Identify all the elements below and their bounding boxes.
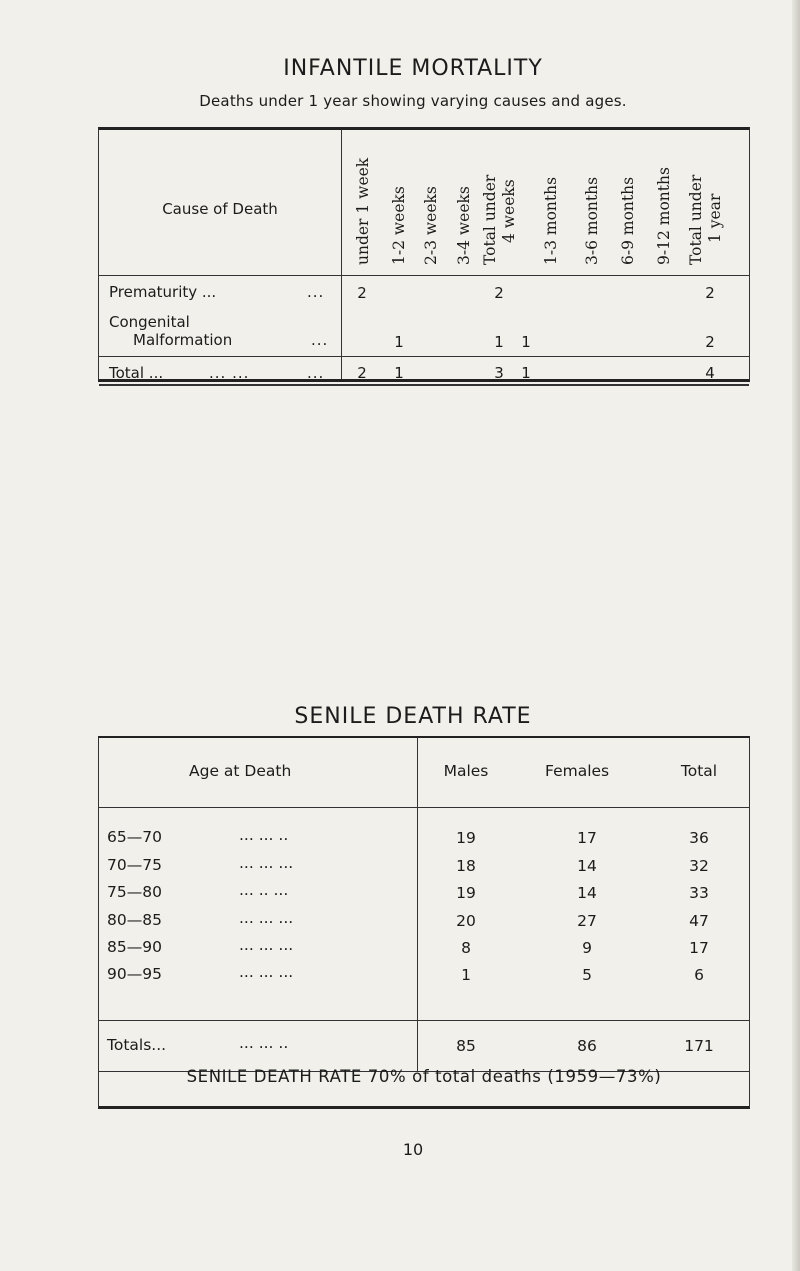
row-prematurity-label: Prematurity ... — [109, 283, 217, 301]
males-value: 1 — [461, 966, 471, 984]
males-value: 19 — [456, 829, 476, 847]
total-value: 47 — [689, 912, 709, 930]
prematurity-total-1-year: 2 — [705, 284, 715, 302]
totals-label: Totals... — [107, 1036, 167, 1054]
col-total-under-1-year — [687, 125, 725, 265]
total-total-4-weeks: 3 — [494, 364, 504, 382]
column-divider — [341, 130, 342, 379]
col-6-9-months: 6-9 months — [619, 176, 637, 265]
congenital-total-1-year: 2 — [705, 333, 715, 351]
females-value: 17 — [577, 829, 597, 847]
age-range: 80—85 — [107, 911, 162, 929]
totals-males: 85 — [456, 1037, 476, 1055]
infantile-title: INFANTILE MORTALITY — [283, 56, 543, 81]
total-under-1-week: 2 — [357, 364, 367, 382]
row-congenital-dots: ... — [311, 331, 329, 349]
row-dots: ... ... ... — [239, 936, 294, 954]
row-congenital-label-2: Malformation — [133, 331, 233, 349]
prematurity-under-1-week: 2 — [357, 284, 367, 302]
col-total-1y-line1: Total under — [687, 174, 705, 265]
age-range: 90—95 — [107, 965, 162, 983]
row-congenital-label-1: Congenital — [109, 313, 190, 331]
counts-header-underline — [417, 807, 749, 808]
total-header: Total — [680, 762, 718, 780]
infantile-mortality-table — [98, 127, 750, 382]
row-dots: ... ... ... — [239, 909, 294, 927]
age-range: 65—70 — [107, 828, 162, 846]
col-3-6-months: 3-6 months — [583, 176, 601, 265]
males-value: 20 — [456, 912, 476, 930]
total-value: 36 — [689, 829, 709, 847]
col-under-1-week: under 1 week — [354, 157, 372, 265]
total-1-3-months: 1 — [521, 364, 531, 382]
prematurity-total-4-weeks: 2 — [494, 284, 504, 302]
congenital-total-4-weeks: 1 — [494, 333, 504, 351]
col-total-4w-line2: 4 weeks — [500, 179, 518, 243]
total-value: 6 — [694, 966, 704, 984]
males-value: 19 — [456, 884, 476, 902]
females-header: Females — [545, 762, 610, 780]
total-row-dots-2: ... — [307, 364, 325, 382]
males-value: 8 — [461, 939, 471, 957]
col-1-2-weeks: 1-2 weeks — [390, 186, 408, 265]
senile-death-rate-table — [98, 736, 750, 1109]
age-header-underline — [99, 807, 417, 808]
age-column-divider — [417, 738, 418, 1071]
header-divider — [99, 275, 749, 276]
col-total-under-4-weeks — [481, 125, 519, 265]
males-value: 18 — [456, 857, 476, 875]
col-total-4w-line1: Total under — [481, 174, 499, 265]
row-dots: ... ... ... — [239, 963, 294, 981]
col-3-4-weeks: 3-4 weeks — [455, 186, 473, 265]
infantile-subtitle: Deaths under 1 year showing varying causes and ages. — [199, 92, 627, 110]
col-2-3-weeks: 2-3 weeks — [422, 186, 440, 265]
row-dots: ... .. ... — [239, 881, 289, 899]
totals-total: 171 — [684, 1037, 714, 1055]
total-row-label: Total ... — [109, 364, 164, 382]
total-value: 32 — [689, 857, 709, 875]
males-header: Males — [443, 762, 489, 780]
females-value: 14 — [577, 857, 597, 875]
total-1-2-weeks: 1 — [394, 364, 404, 382]
females-value: 9 — [582, 939, 592, 957]
totals-females: 86 — [577, 1037, 597, 1055]
females-value: 5 — [582, 966, 592, 984]
age-range: 70—75 — [107, 856, 162, 874]
age-range: 75—80 — [107, 883, 162, 901]
age-at-death-header: Age at Death — [189, 762, 292, 780]
col-1-3-months: 1-3 months — [542, 176, 560, 265]
senile-death-rate-line: SENILE DEATH RATE 70% of total deaths (1959—73%) — [186, 1067, 662, 1086]
females-value: 14 — [577, 884, 597, 902]
senile-title: SENILE DEATH RATE — [294, 704, 532, 729]
row-dots: ... ... .. — [239, 826, 289, 844]
page-edge-shadow — [792, 0, 800, 1271]
cause-of-death-header: Cause of Death — [162, 200, 278, 218]
totals-dots: ... ... .. — [239, 1034, 289, 1052]
row-prematurity-dots: ... — [307, 283, 325, 301]
congenital-1-2-weeks: 1 — [394, 333, 404, 351]
col-9-12-months: 9-12 months — [655, 167, 673, 265]
col-total-1y-line2: 1 year — [706, 193, 724, 243]
total-value: 17 — [689, 939, 709, 957]
age-range: 85—90 — [107, 938, 162, 956]
females-value: 27 — [577, 912, 597, 930]
total-total-1-year: 4 — [705, 364, 715, 382]
congenital-1-3-months: 1 — [521, 333, 531, 351]
total-row-dots: ... ... — [209, 364, 250, 382]
total-row-divider — [99, 356, 749, 357]
totals-divider — [99, 1020, 749, 1021]
page-number: 10 — [402, 1140, 424, 1159]
row-dots: ... ... ... — [239, 854, 294, 872]
total-value: 33 — [689, 884, 709, 902]
